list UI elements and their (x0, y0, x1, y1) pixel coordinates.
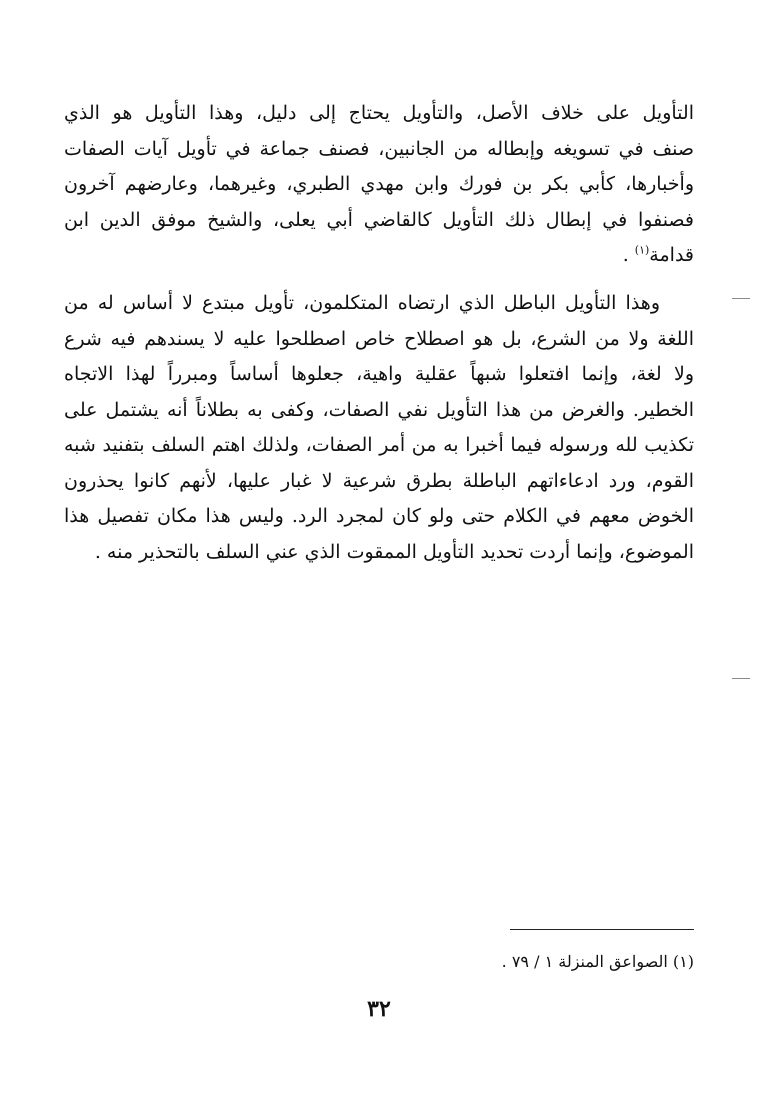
page-number: ٣٢ (367, 996, 391, 1022)
paragraph-1-end-mark: . (622, 244, 635, 266)
footnote: (١) الصواعق المنزلة ١ / ٧٩ . (501, 952, 694, 971)
paragraph-2-line-5: تكذيب لله ورسوله فيما أخبرا به من أمر الصفات، ولذلك اهتم السلف بتفنيد شبه (64, 434, 694, 456)
paragraph-2-line-4: الخطير. والغرض من هذا التأويل نفي الصفات، وكفى به بطلاناً أنه يشتمل على (64, 398, 694, 421)
footnote-reference: (١) (634, 243, 650, 257)
paragraph-2-line-7: الخوض معهم في الكلام حتى ولو كان لمجرد الرد. وليس هذا مكان تفصيل هذا (64, 505, 694, 527)
paragraph-1-line-5 (64, 238, 694, 274)
paragraph-2-line-1: وهذا التأويل الباطل الذي ارتضاه المتكلمون، تأويل مبتدع لا أساس له من (64, 292, 660, 314)
paragraph-2-line-3: ولا لغة، وإنما افتعلوا شبهاً عقلية واهية، جعلوها أساساً ومبرراً لهذا الاتجاه (64, 363, 694, 385)
paragraph-1 (64, 96, 694, 274)
paragraph-1-last-text: قدامة (649, 244, 694, 266)
paragraph-1-line-1: التأويل على خلاف الأصل، والتأويل يحتاج إلى دليل، وهذا التأويل هو الذي (64, 102, 694, 124)
margin-mark (732, 298, 750, 299)
paragraph-2 (64, 286, 694, 570)
paragraph-2-line-2: اللغة ولا من الشرع، بل هو اصطلاح خاص اصطلحوا عليه لا يسندهم فيه شرع (64, 327, 694, 350)
paragraph-2-line-8: الموضوع، وإنما أردت تحديد التأويل الممقوت الذي عني السلف بالتحذير منه . (94, 540, 694, 563)
paragraph-2-line-6: القوم، ورد ادعاءاتهم الباطلة بطرق شرعية لا غبار عليها، لأنهم كانوا يحذرون (64, 469, 695, 492)
paragraph-1-line-4: فصنفوا في إبطال ذلك التأويل كالقاضي أبي يعلى، والشيخ موفق الدين ابن (64, 208, 694, 231)
paragraph-1-line-3: وأخبارها، كأبي بكر بن فورك وابن مهدي الطبري، وغيرهما، وعارضهم آخرون (64, 173, 695, 195)
margin-mark (732, 678, 750, 679)
footnote-divider (510, 929, 694, 930)
paragraph-1-line-2: صنف في تسويغه وإبطاله من الجانبين، فصنف جماعة في تأويل آيات الصفات (64, 137, 694, 160)
